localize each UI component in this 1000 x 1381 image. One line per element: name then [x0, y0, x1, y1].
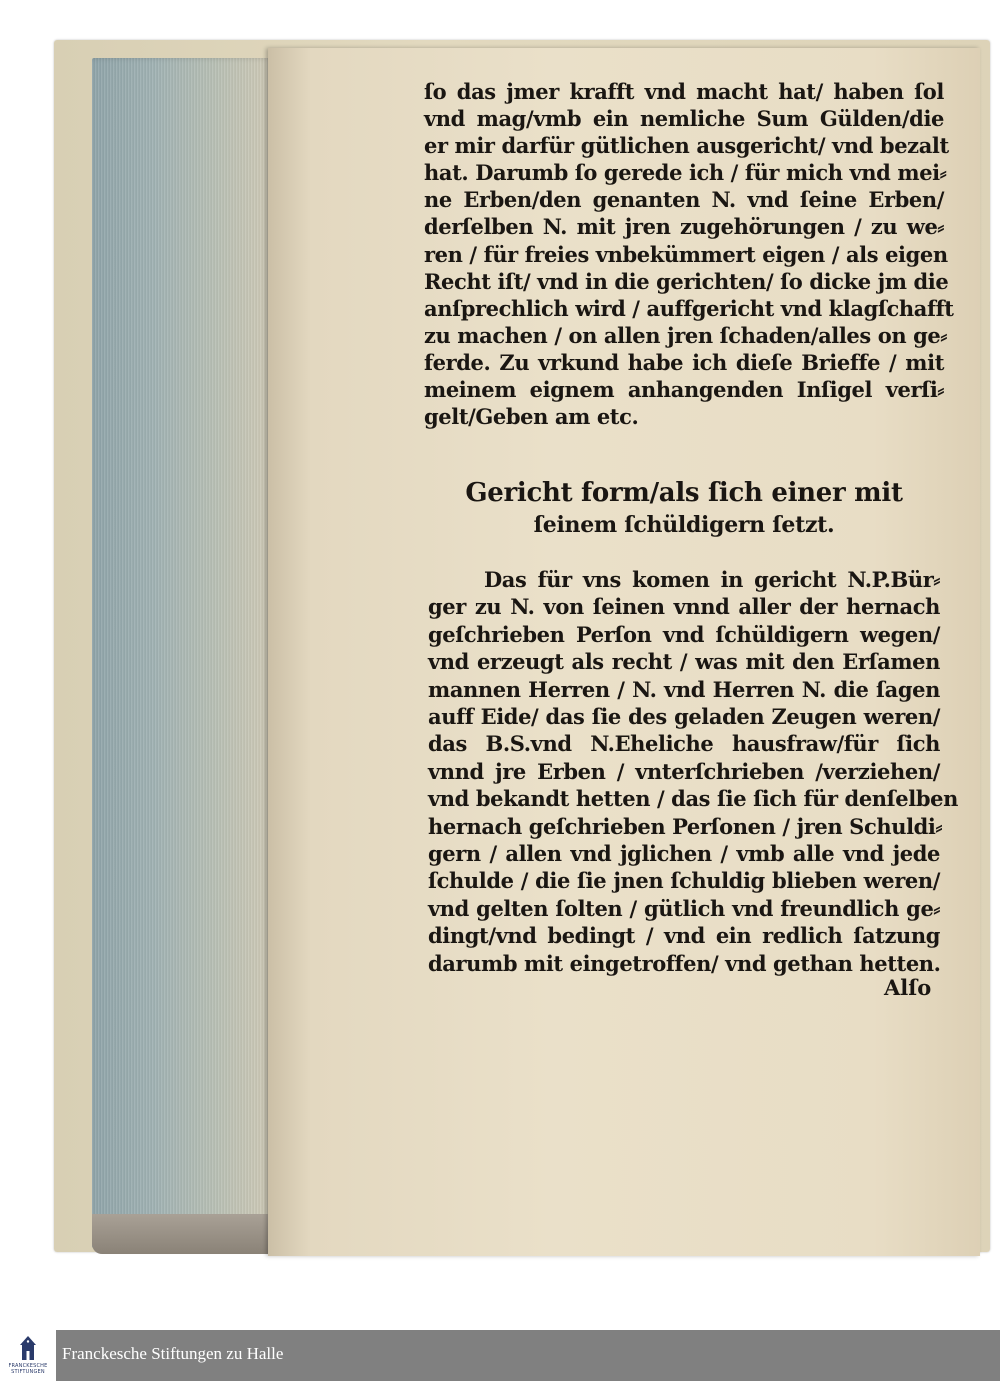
text-line: ſchulde / die ſie jnen ſchuldig blieben weren/	[428, 868, 940, 894]
text-line: meinem eignem anhangenden Inſigel verſi⸗	[424, 377, 944, 403]
footer-label: Franckesche Stiftungen zu Halle	[62, 1344, 284, 1363]
text-line: gern / allen vnd jglichen / vmb alle vnd jede	[428, 841, 940, 867]
heading-line-1: Gericht form/als ſich einer mit	[465, 478, 903, 508]
text-line: das B.S.vnd N.Eheliche hausfraw/für ſich	[428, 731, 940, 757]
text-line: Das für vns komen in gericht N.P.Bür⸗	[484, 567, 940, 592]
text-line: derſelben N. mit jren zugehörungen / zu we⸗	[424, 214, 944, 240]
text-line: auff Eide/ das ſie des geladen Zeugen weren/	[428, 704, 940, 730]
text-line: ren / für freies vnbekümmert eigen / als eigen	[424, 241, 948, 267]
book-block-bottom	[92, 1214, 282, 1254]
text-line: mannen Herren / N. vnd Herren N. die ſagen	[428, 676, 940, 702]
text-line: darumb mit eingetroffen/ vnd gethan hetten.	[428, 950, 941, 976]
text-line: vnnd jre Erben / vnterſchrieben /verziehen/	[428, 758, 940, 784]
building-icon	[19, 1336, 37, 1360]
text-line: ſo das jmer krafft vnd macht hat/ haben ſol	[424, 79, 944, 104]
text-line: vnd mag/vmb ein nemliche Sum Gülden/die	[424, 106, 944, 132]
text-line: geſchrieben Perſon vnd ſchüldigern wegen/	[428, 621, 940, 647]
text-line: ne Erben/den genanten N. vnd ſeine Erben/	[424, 187, 944, 213]
footer-bar	[0, 1330, 1000, 1381]
catchword: Alſo	[884, 975, 932, 1000]
paragraph-1	[424, 78, 954, 430]
institution-logo	[0, 1330, 56, 1381]
logo-text-line-2: STIFTUNGEN	[11, 1369, 45, 1375]
text-line: dingt/vnd bedingt / vnd ein redlich ſatzung	[428, 923, 940, 949]
heading-line-2: ſeinem ſchüldigern ſetzt.	[533, 512, 835, 538]
book-fore-edge	[92, 58, 272, 1248]
text-line: Recht iſt/ vnd in die gerichten/ ſo dicke jm die	[424, 268, 949, 294]
section-heading	[424, 476, 944, 540]
paragraph-2	[428, 566, 958, 977]
text-line: vnd erzeugt als recht / was mit den Erſamen	[428, 649, 940, 675]
text-line: gelt/Geben am etc.	[424, 404, 639, 430]
text-line: vnd gelten ſolten / gütlich vnd freundlich ge⸗	[428, 895, 940, 921]
text-line: hernach geſchrieben Perſonen / jren Schuldi⸗	[428, 813, 943, 839]
text-line: vnd bekandt hetten / das ſie ſich für denſelben	[428, 786, 958, 812]
logo-text-line-1: FRANCKESCHE	[8, 1363, 48, 1369]
text-line: er mir darfür gütlichen ausgericht/ vnd bezalt	[424, 133, 949, 159]
text-line: anſprechlich wird / auffgericht vnd klagſchafft	[424, 295, 954, 321]
text-line: zu machen / on allen jren ſchaden/alles on ge⸗	[424, 322, 947, 348]
text-line: ger zu N. von ſeinen vnnd aller der hernach	[428, 594, 940, 620]
logo-text	[3, 1363, 53, 1375]
text-line: hat. Darumb ſo gerede ich / für mich vnd mei⸗	[424, 160, 947, 186]
text-line: ferde. Zu vrkund habe ich dieſe Brieffe / mit	[424, 349, 944, 375]
